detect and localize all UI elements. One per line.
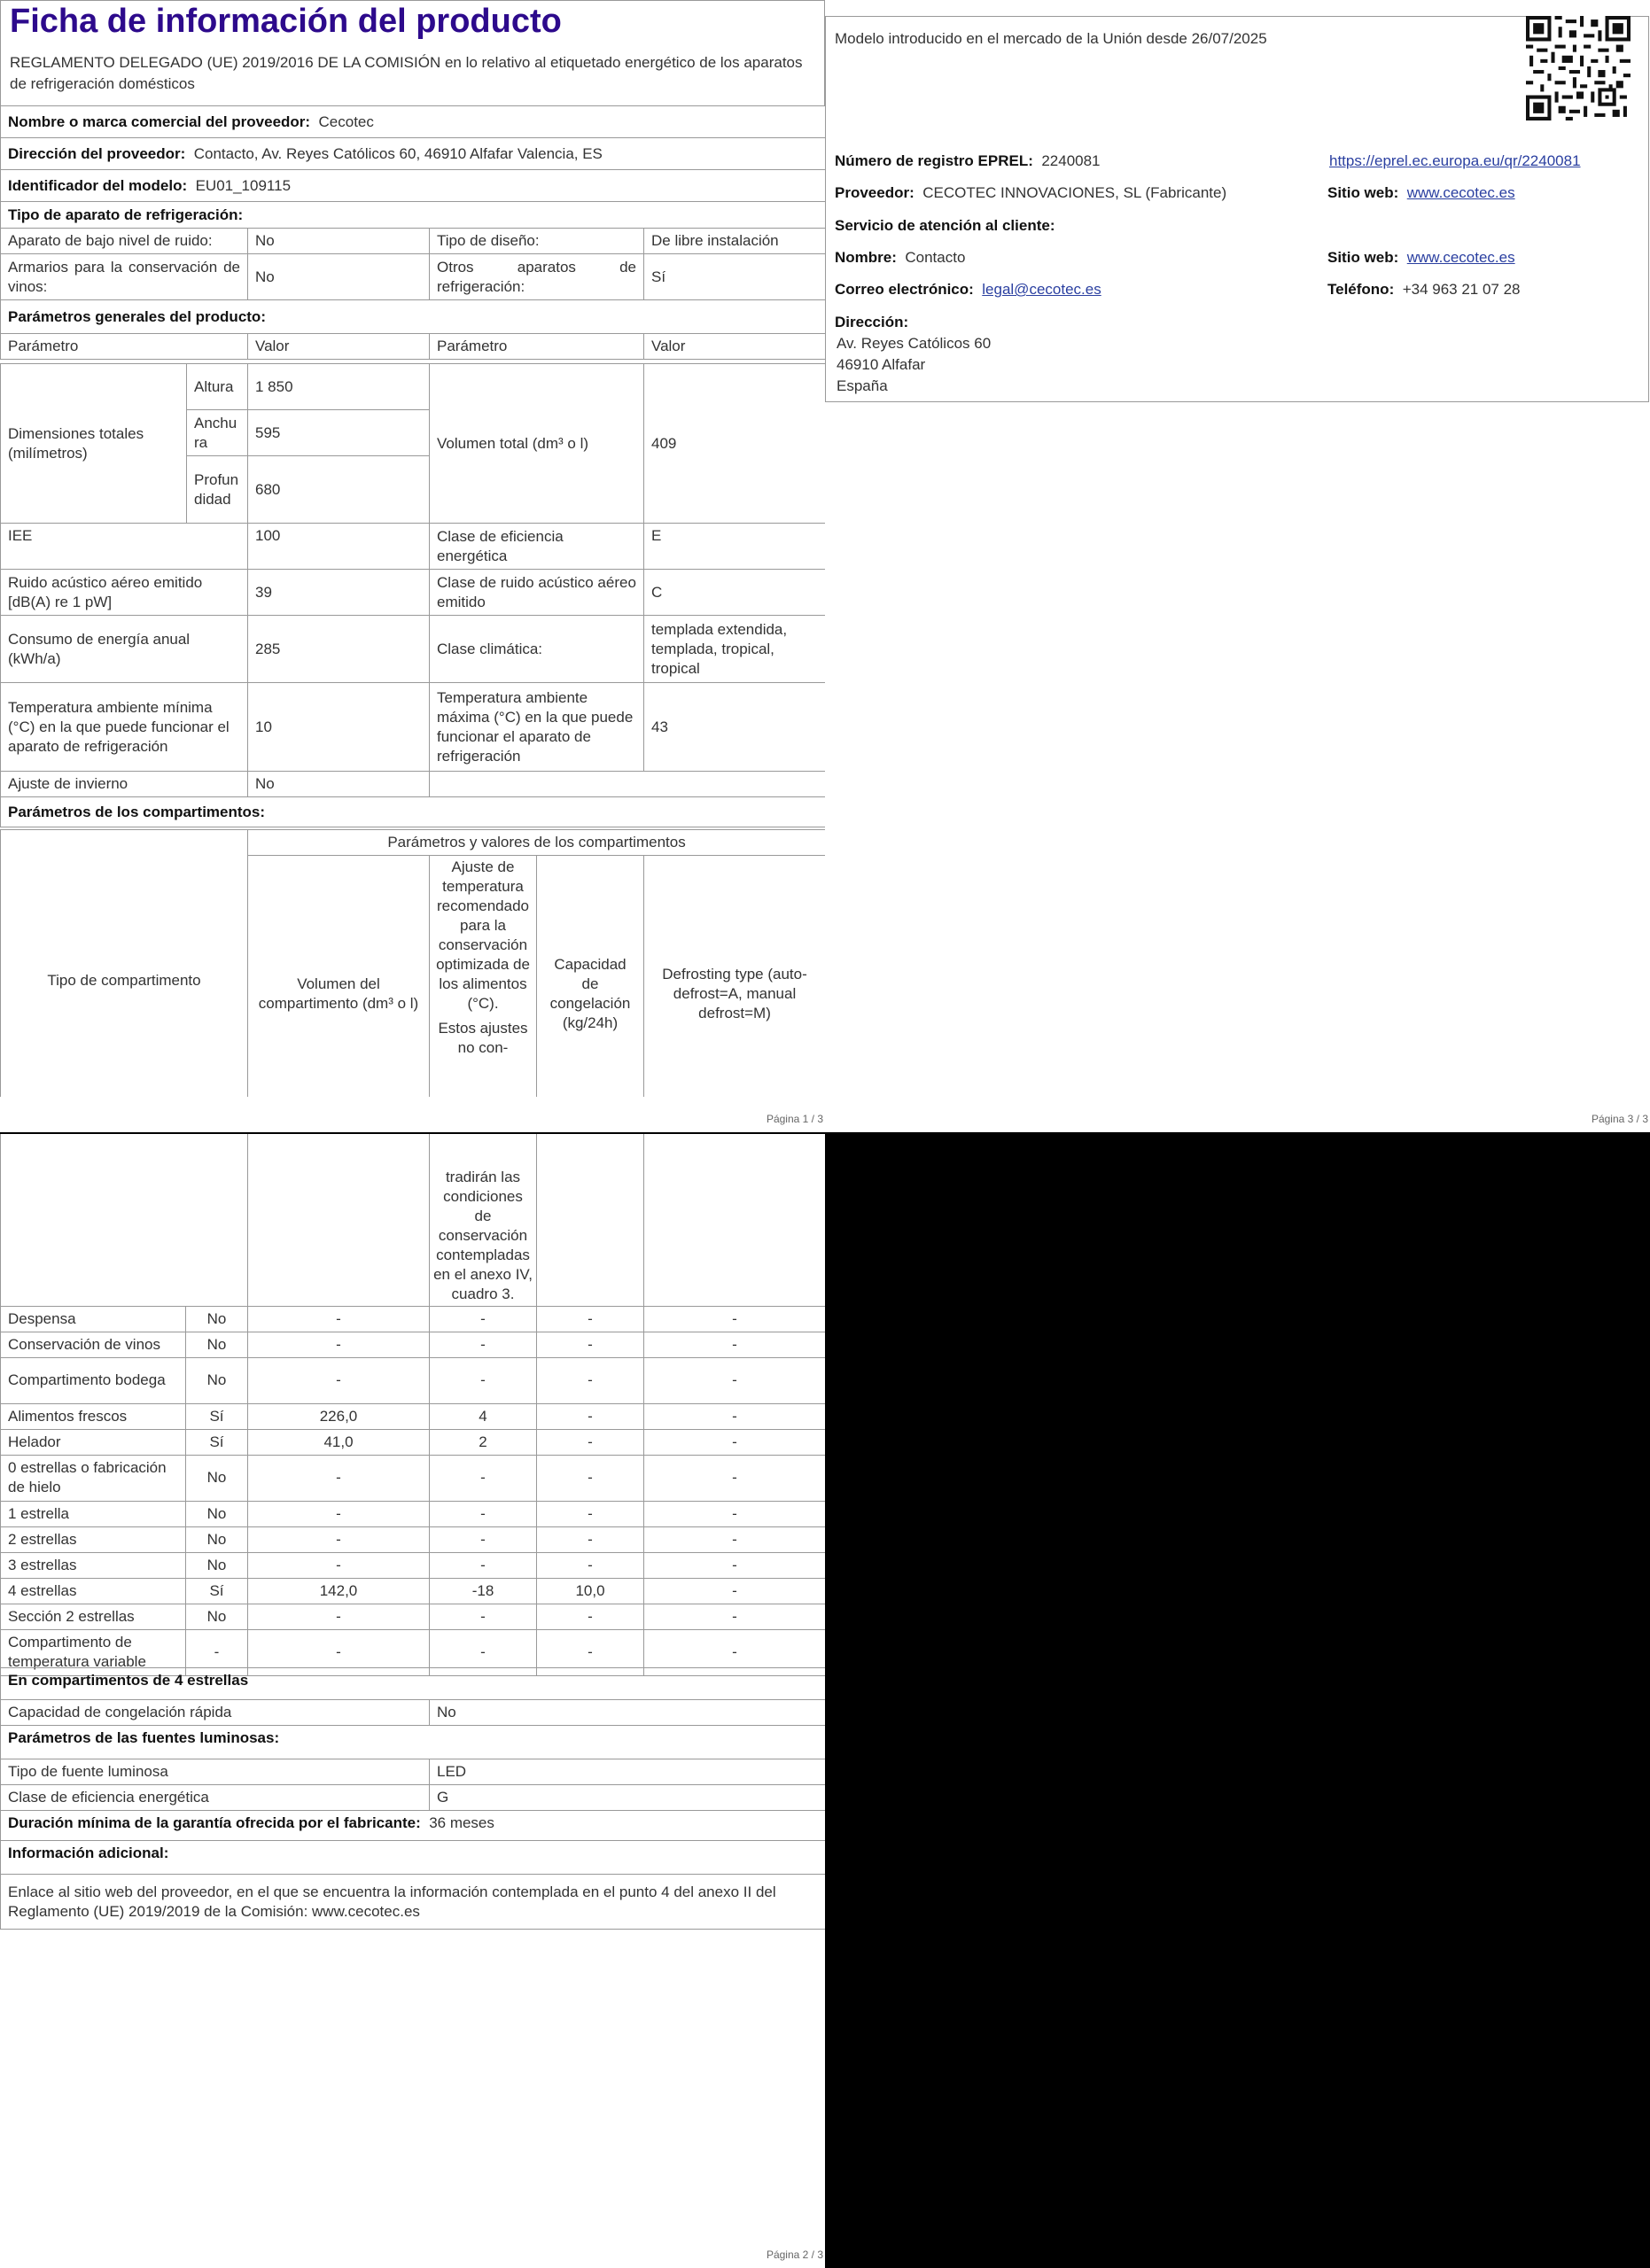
col-value-2: Valor [644,334,826,360]
cell: No [186,1604,248,1629]
cell: Conservación de vinos [1,1332,186,1357]
page-1 [0,0,825,1132]
address-value: Contacto, Av. Reyes Católicos 60, 46910 Alfafar Valencia, ES [193,144,603,162]
cell: - [537,1357,644,1403]
comp-type: Tipo de compartimento [1,830,248,1132]
cell: No [186,1306,248,1332]
cell: - [644,1501,826,1526]
wine-label: Armarios para la conservación de vinos: [1,254,248,300]
table-row [1,1501,826,1526]
table-row [1,1429,826,1455]
cell: - [537,1552,644,1578]
blank-area [825,1134,1650,2268]
comp-volume: Volumen del compartimento (dm³ o l) [248,856,430,1132]
tmin-label: Temperatura ambiente mínima (°C) en la que puede funcionar el aparato de refrigeración [1,683,248,772]
cell: - [430,1357,537,1403]
warranty-value: 36 meses [429,1814,494,1831]
page-separator [0,1132,1650,1134]
page-number: Página 1 / 3 [766,1113,823,1125]
web2-label: Sitio web: [1327,249,1399,266]
cell: Sí [186,1578,248,1604]
cell: No [186,1526,248,1552]
cell: - [186,1629,248,1675]
table-row [1,1357,826,1403]
web2-link[interactable]: www.cecotec.es [1406,249,1515,266]
cell: 142,0 [248,1578,430,1604]
cell: Sí [186,1403,248,1429]
cell: - [537,1429,644,1455]
height-label: Altura [187,364,248,410]
page-3 [825,0,1650,1132]
comp-defrost: Defrosting type (auto-defrost=A, manual defrost=M) [644,856,826,1132]
address-line-1: Av. Reyes Católicos 60 [837,335,992,352]
tmin-value: 10 [248,683,430,772]
cell: - [248,1629,430,1675]
fast-freeze-value: No [430,1700,826,1726]
qr-code-icon[interactable] [1526,16,1631,120]
page-footer [0,1097,825,1132]
supplier-label: Proveedor: [835,184,915,201]
climate-label: Clase climática: [430,616,644,683]
cell: - [644,1526,826,1552]
cell: 226,0 [248,1403,430,1429]
light-heading: Parámetros de las fuentes luminosas: [1,1726,826,1759]
cell: Sección 2 estrellas [1,1604,186,1629]
cell: - [248,1501,430,1526]
page-number: Página 3 / 3 [1591,1113,1648,1125]
noise-label: Ruido acústico aéreo emitido [dB(A) re 1 pW] [1,570,248,616]
cell: - [248,1455,430,1501]
cell: - [644,1306,826,1332]
eei-value: 100 [248,524,430,570]
cell: 10,0 [537,1578,644,1604]
cell: 41,0 [248,1429,430,1455]
service-heading: Servicio de atención al cliente: [835,217,1055,234]
noise-class-value: C [644,570,826,616]
design-value: De libre instalación [644,229,826,254]
tmax-value: 43 [644,683,826,772]
cell: 2 [430,1429,537,1455]
page-number: Página 2 / 3 [766,2249,823,2261]
cell: - [537,1332,644,1357]
cell: No [186,1501,248,1526]
other-value: Sí [644,254,826,300]
supplier-value: CECOTEC INNOVACIONES, SL (Fabricante) [922,184,1227,201]
cell: Alimentos frescos [1,1403,186,1429]
cell: Compartimento bodega [1,1357,186,1403]
name-value: Contacto [905,249,966,266]
eff-value: E [644,524,826,570]
cell: - [248,1306,430,1332]
cell: - [537,1604,644,1629]
eprel-label: Número de registro EPREL: [835,152,1033,169]
web-link[interactable]: www.cecotec.es [1406,184,1515,201]
cell: - [644,1357,826,1403]
cell: - [537,1629,644,1675]
cell: - [248,1526,430,1552]
regulation-text: REGLAMENTO DELEGADO (UE) 2019/2016 DE LA COMISIÓN en lo relativo al etiquetado energético de los aparatos de refrigeración domésticos [10,54,803,92]
energy-label: Consumo de energía anual (kWh/a) [1,616,248,683]
compartment-table [0,1134,826,1676]
low-noise-label: Aparato de bajo nivel de ruido: [1,229,248,254]
eprel-value: 2240081 [1041,152,1101,169]
empty-cell [430,772,826,797]
cell: No [186,1357,248,1403]
table-row [1,1455,826,1501]
title-box [0,0,825,106]
volume-value: 409 [644,364,826,524]
energy-value: 285 [248,616,430,683]
extra-table [0,1667,826,1930]
email-link[interactable]: legal@cecotec.es [982,281,1101,298]
cell: - [644,1578,826,1604]
cell: 0 estrellas o fabricación de hielo [1,1455,186,1501]
light-class-label: Clase de eficiencia energética [1,1785,430,1811]
cell: - [644,1332,826,1357]
cell: Sí [186,1429,248,1455]
address-line-2: 46910 Alfafar [837,356,926,373]
volume-label: Volumen total (dm³ o l) [430,364,644,524]
comp-temp-continued: tradirán las condiciones de conservación contempladas en el anexo IV, cuadro 3. [430,1134,537,1306]
climate-value: templada extendida, templada, tropical, tropical [644,616,826,683]
cell: No [186,1455,248,1501]
comp-heading: Parámetros de los compartimentos: [1,797,826,827]
cell: 4 [430,1403,537,1429]
phone-value: +34 963 21 07 28 [1402,281,1521,298]
light-type-value: LED [430,1759,826,1785]
eei-label: IEE [1,524,248,570]
cell: - [248,1357,430,1403]
winter-value: No [248,772,430,797]
comp-temp-a: Ajuste de temperatura recomendado para la conservación optimizada de los alimentos (°C). [436,858,530,1012]
parameters-table [0,523,826,827]
cell: - [430,1501,537,1526]
type-heading: Tipo de aparato de refrigeración: [1,202,826,229]
cell: - [430,1306,537,1332]
cell: Helador [1,1429,186,1455]
design-label: Tipo de diseño: [430,229,644,254]
cell: No [186,1332,248,1357]
cell: - [537,1403,644,1429]
web-label: Sitio web: [1327,184,1399,201]
cell: 2 estrellas [1,1526,186,1552]
cell: - [644,1552,826,1578]
other-label: Otros aparatos de refrigeración: [430,254,644,300]
table-row [1,1578,826,1604]
low-noise-value: No [248,229,430,254]
product-info-table [0,105,826,360]
cell: - [644,1629,826,1675]
noise-class-label: Clase de ruido acústico aéreo emitido [430,570,644,616]
col-param: Parámetro [1,334,248,360]
page-2 [0,1134,825,2268]
additional-text: Enlace al sitio web del proveedor, en el que se encuentra la información contemplada en el punto 4 del anexo II del Reglamento (UE) 2019/2019 de la Comisión: www.cecotec.es [1,1875,826,1930]
additional-heading: Información adicional: [1,1841,826,1875]
cell: 1 estrella [1,1501,186,1526]
cell: 3 estrellas [1,1552,186,1578]
cell: Despensa [1,1306,186,1332]
col-param-2: Parámetro [430,334,644,360]
email-label: Correo electrónico: [835,281,974,298]
cell: - [248,1332,430,1357]
width-value: 595 [248,410,430,456]
light-type-label: Tipo de fuente luminosa [1,1759,430,1785]
cell: - [644,1455,826,1501]
cell: - [248,1552,430,1578]
depth-label: Profundidad [187,456,248,524]
width-label: Anchura [187,410,248,456]
supplier-label: Nombre o marca comercial del proveedor: [8,113,311,130]
cell: - [537,1526,644,1552]
page-title: Ficha de información del producto [10,3,562,40]
cell: - [644,1429,826,1455]
height-value: 1 850 [248,364,430,410]
address-heading: Dirección: [835,314,909,330]
dimensions-table [0,363,826,524]
cell: 4 estrellas [1,1578,186,1604]
compartment-header-table [0,829,826,1132]
comp-temp-b: Estos ajustes no con- [438,1020,528,1056]
model-label: Identificador del modelo: [8,176,188,194]
cell: - [430,1629,537,1675]
table-row [1,1332,826,1357]
fast-freeze-label: Capacidad de congelación rápida [1,1700,430,1726]
cell: No [186,1552,248,1578]
compartment-rows [1,1306,826,1675]
cell: -18 [430,1578,537,1604]
warranty-label: Duración mínima de la garantía ofrecida por el fabricante: [8,1814,421,1831]
depth-value: 680 [248,456,430,524]
table-row [1,1526,826,1552]
four-star-heading: En compartimentos de 4 estrellas [1,1668,826,1700]
address-label: Dirección del proveedor: [8,144,186,162]
cell: - [430,1552,537,1578]
cell: - [644,1604,826,1629]
winter-label: Ajuste de invierno [1,772,248,797]
comp-freeze: Capacidad de congelación (kg/24h) [537,856,644,1132]
name-label: Nombre: [835,249,897,266]
table-row [1,1552,826,1578]
phone-label: Teléfono: [1327,281,1395,298]
cell: - [537,1306,644,1332]
light-class-value: G [430,1785,826,1811]
table-row [1,1306,826,1332]
cell: - [430,1604,537,1629]
table-row [1,1604,826,1629]
cell: - [248,1604,430,1629]
dims-label: Dimensiones totales (milímetros) [1,364,187,524]
cell: - [430,1526,537,1552]
cell: - [430,1455,537,1501]
cell: Compartimento de temperatura variable [1,1629,186,1675]
eff-label: Clase de eficiencia energética [430,524,644,570]
col-value: Valor [248,334,430,360]
address-line-3: España [837,377,888,394]
cell: - [537,1501,644,1526]
supplier-value: Cecotec [318,113,374,130]
general-heading: Parámetros generales del producto: [1,300,826,334]
market-date: Modelo introducido en el mercado de la Unión desde 26/07/2025 [835,30,1267,47]
cell: - [537,1455,644,1501]
comp-temp [430,856,537,1132]
cell: - [430,1332,537,1357]
noise-value: 39 [248,570,430,616]
model-value: EU01_109115 [195,176,292,194]
tmax-label: Temperatura ambiente máxima (°C) en la que puede funcionar el aparato de refrigeración [430,683,644,772]
cell: - [644,1403,826,1429]
eprel-link[interactable]: https://eprel.ec.europa.eu/qr/2240081 [1329,152,1581,169]
wine-value: No [248,254,430,300]
comp-group: Parámetros y valores de los compartimentos [248,830,826,856]
table-row [1,1403,826,1429]
